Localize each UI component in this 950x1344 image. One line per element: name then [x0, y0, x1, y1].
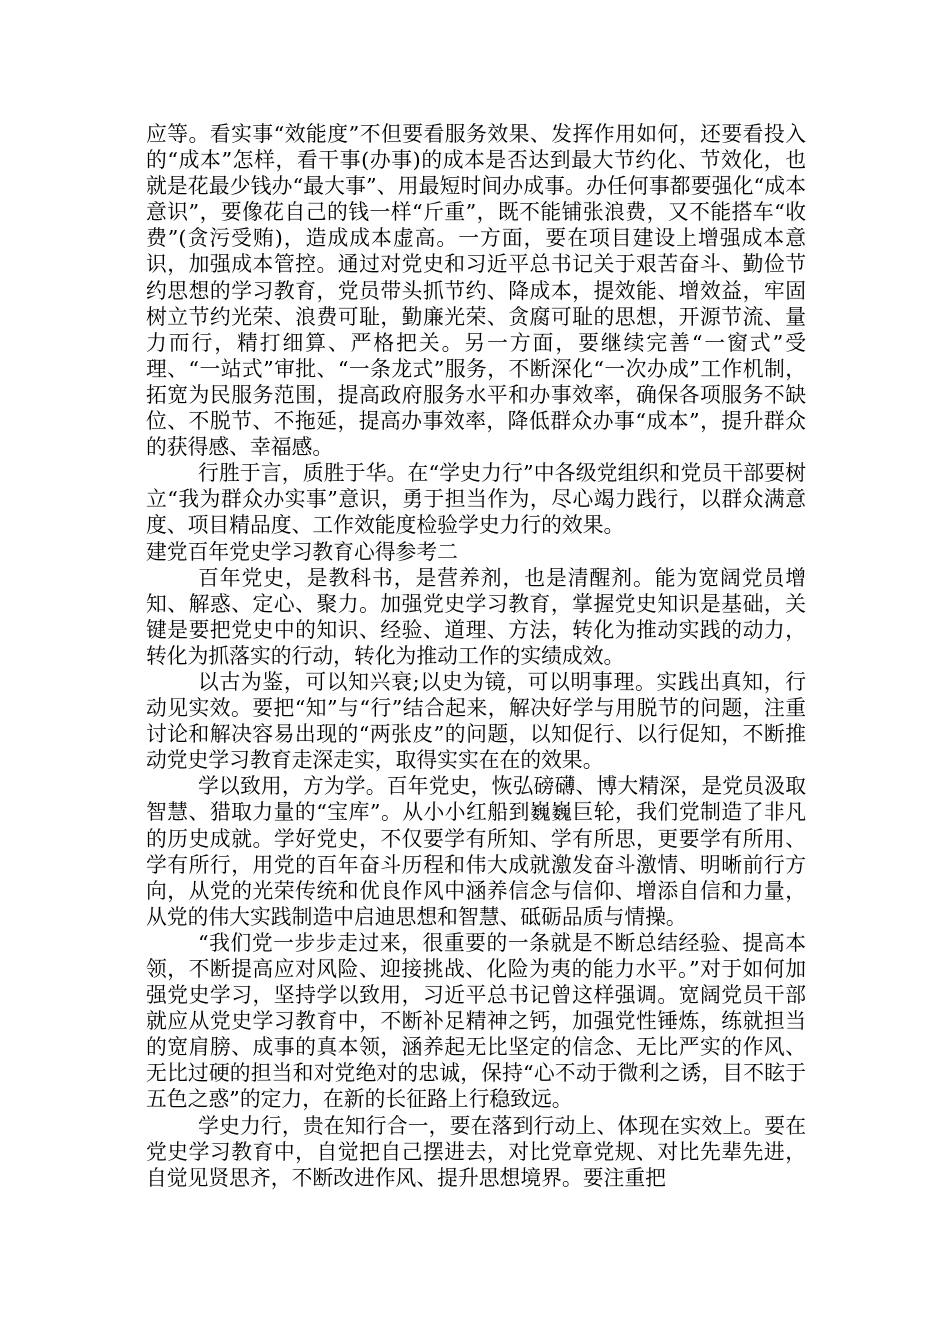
paragraph-4: 以古为鉴，可以知兴衰;以史为镜，可以明事理。实践出真知，行动见实效。要把“知”与“行”结合起来，解决好学与用脱节的问题，注重讨论和解决容易出现的“两张皮”的问题，以知促行、以行促知，不断推动党史学习教育走深走实，取得实实在在的效果。 — [146, 669, 806, 773]
paragraph-3: 百年党史，是教科书，是营养剂，也是清醒剂。能为宽阔党员增知、解惑、定心、聚力。加强党史学习教育，掌握党史知识是基础，关键是要把党史中的知识、经验、道理、方法，转化为推动实践的动力，转化为抓落实的行动，转化为推动工作的实绩成效。 — [146, 565, 806, 668]
paragraph-7: 学史力行，贵在知行合一，要在落到行动上、体现在实效上。要在党史学习教育中，自觉把自己摆进去，对比党章党规、对比先辈先进，自觉见贤思齐，不断改进作风、提升思想境界。要注重把 — [146, 1113, 806, 1190]
paragraph-2: 行胜于言，质胜于华。在“学史力行”中各级党组织和党员干部要树立“我为群众办实事”意识，勇于担当作为，尽心竭力践行，以群众满意度、项目精品度、工作效能度检验学史力行的效果。 — [146, 461, 806, 538]
paragraph-6: “我们党一步步走过来，很重要的一条就是不断总结经验、提高本领，不断提高应对风险、迎接挑战、化险为夷的能力水平。”对于如何加强党史学习，坚持学以致用，习近平总书记曾这样强调。宽阔党员干部就应从党史学习教育中，不断补足精神之钙，加强党性锤炼，练就担当的宽肩膀、成事的真本领，涵养起无比坚定的信念、无比严实的作风、无比过硬的担当和对党绝对的忠诚，保持“心不动于微利之诱，目不眩于五色之惑”的定力，在新的长征路上行稳致远。 — [146, 930, 806, 1112]
paragraph-5: 学以致用，方为学。百年党史，恢弘磅礴、博大精深，是党员汲取智慧、猎取力量的“宝库”。从小小红船到巍巍巨轮，我们党制造了非凡的历史成就。学好党史，不仅要学有所知、学有所思，更要学有所用、学有所行，用党的百年奋斗历程和伟大成就激发奋斗激情、明晰前行方向，从党的光荣传统和优良作风中涵养信念与信仰、增添自信和力量，从党的伟大实践制造中启迪思想和智慧、砥砺品质与情操。 — [146, 774, 806, 929]
paragraph-1: 应等。看实事“效能度”不但要看服务效果、发挥作用如何，还要看投入的“成本”怎样，看干事(办事)的成本是否达到最大节约化、节效化，也就是花最少钱办“最大事”、用最短时间办成事。办任何事都要强化“成本意识”，要像花自己的钱一样“斤重”，既不能铺张浪费，又不能搭车“收费”(贪污受贿)，造成成本虚高。一方面，要在项目建设上增强成本意识，加强成本管控。通过对党史和习近平总书记关于艰苦奋斗、勤俭节约思想的学习教育，党员带头抓节约、降成本，提效能、增效益，牢固树立节约光荣、浪费可耻，勤廉光荣、贪腐可耻的思想，开源节流、量力而行，精打细算、严格把关。另一方面，要继续完善“一窗式”受理、“一站式”审批、“一条龙式”服务，不断深化“一次办成”工作机制，拓宽为民服务范围，提高政府服务水平和办事效率，确保各项服务不缺位、不脱节、不拖延，提高办事效率，降低群众办事“成本”，提升群众的获得感、幸福感。 — [146, 122, 806, 460]
document-body — [146, 121, 806, 1191]
section-heading: 建党百年党史学习教育心得参考二 — [146, 539, 458, 564]
